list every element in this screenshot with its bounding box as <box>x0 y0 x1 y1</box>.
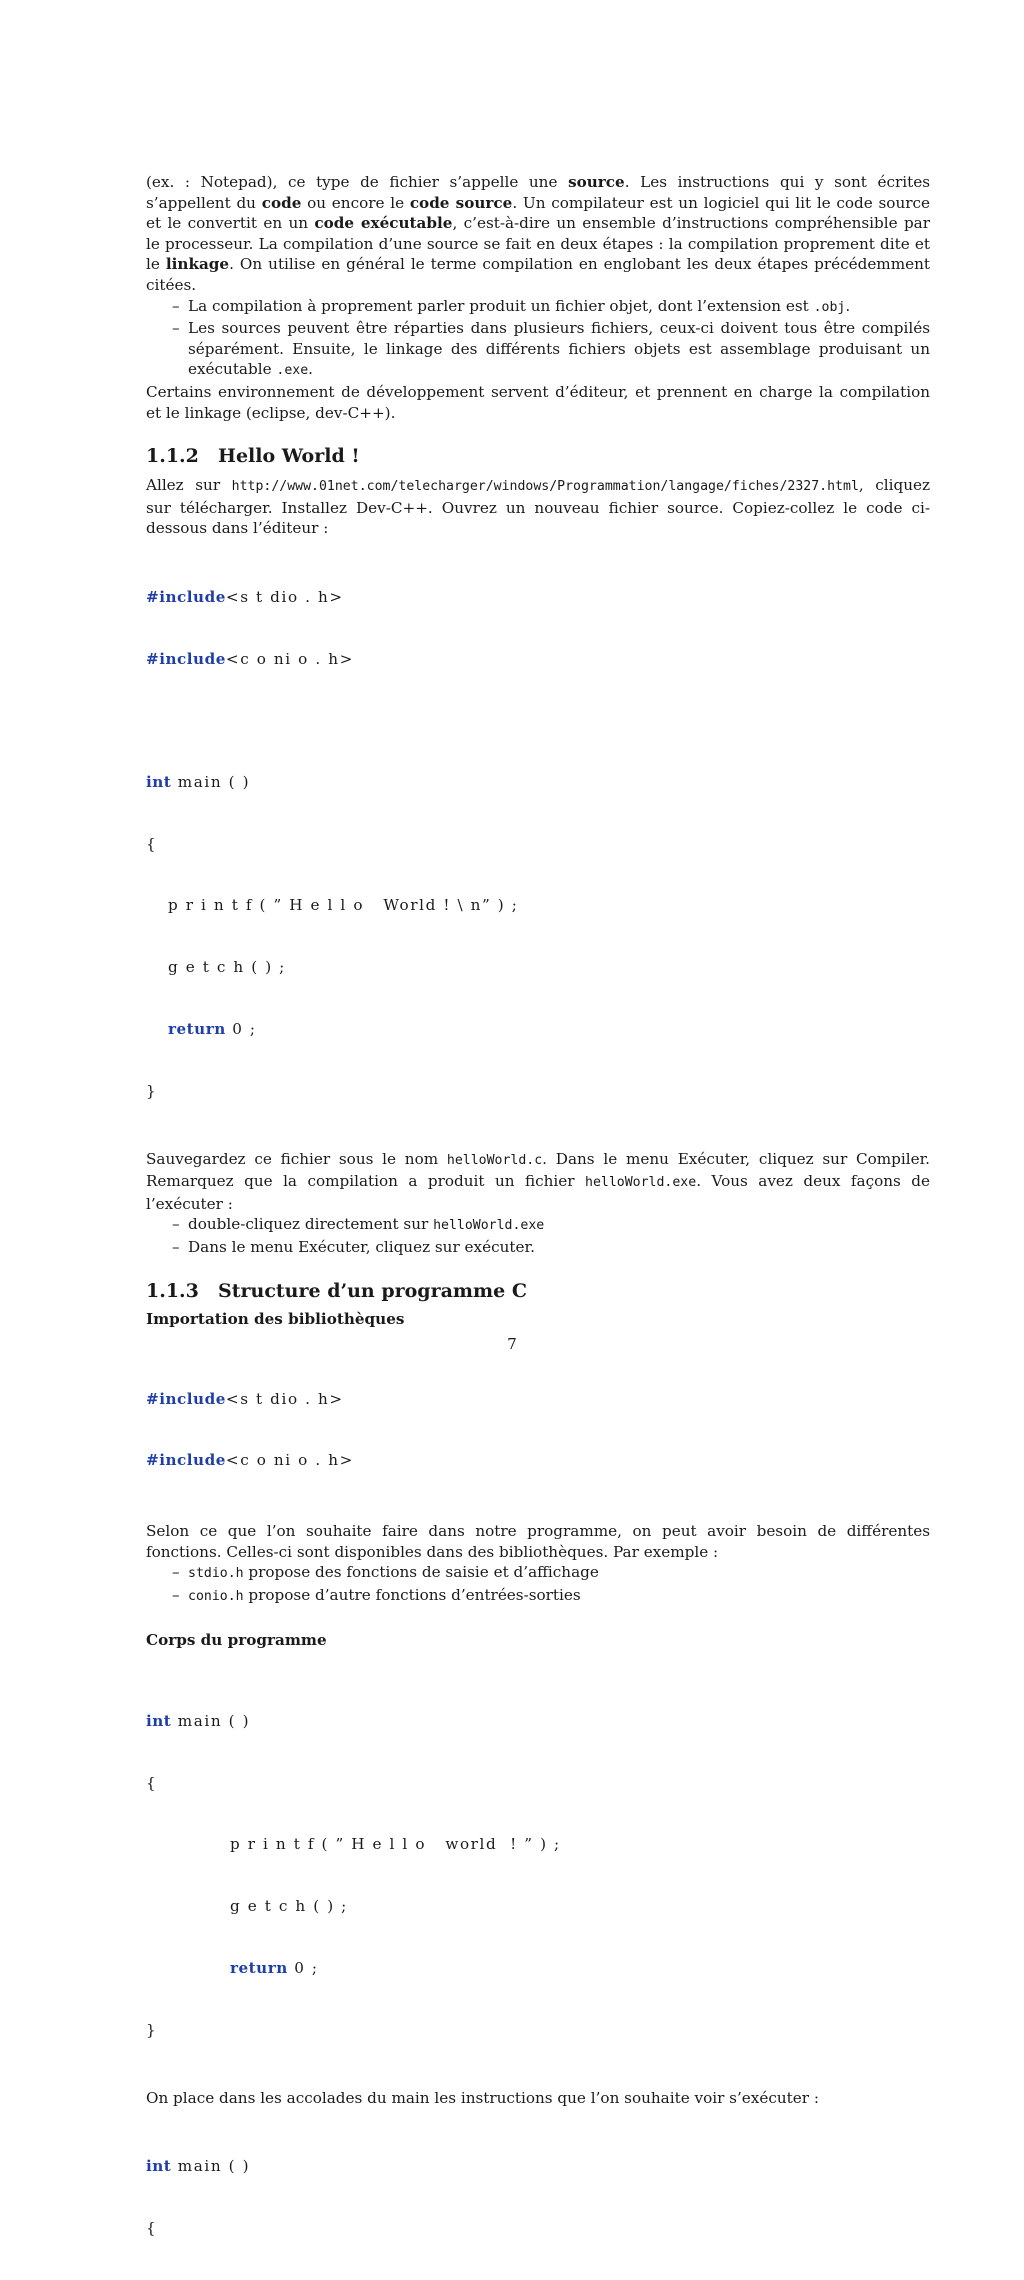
list-item: – Les sources peuvent être réparties dans plusieurs fichiers, ceux-ci doivent tous être compilés séparément. Ensuite, le linkage des différents fichiers objets est assemblage produisant un exécutable .exe. <box>172 319 930 379</box>
paragraph-heading-body: Corps du programme <box>146 1630 327 1649</box>
code-block-main: int main ( ) { p r i n t f ( ” H e l l o World ! \ n” ) ; g e t c h ( ) ; return 0 ; } <box>146 772 519 1100</box>
list-item: – La compilation à proprement parler produit un fichier objet, dont l’extension est .obj. <box>172 296 851 315</box>
compilation-list <box>146 296 930 382</box>
list-item: – conio.h propose d’autre fonctions d’entrées-sorties <box>172 1586 581 1605</box>
list-item: – stdio.h propose des fonctions de saisie et d’affichage <box>172 1563 599 1582</box>
code-block-includes: #include<s t dio . h> #include<c o ni o . h> <box>146 1389 354 1470</box>
main-body-paragraph: On place dans les accolades du main les instructions que l’on souhaite voir s’exécuter : <box>146 2088 819 2107</box>
download-link[interactable]: http://www.01net.com/telecharger/windows/Programmation/langage/fiches/2327.html <box>231 479 859 495</box>
page-body <box>146 172 930 2280</box>
code-block-includes: #include<s t dio . h> #include<c o ni o . h> <box>146 588 354 668</box>
paragraph-heading-imports: Importation des bibliothèques <box>146 1309 405 1328</box>
list-item: – Dans le menu Exécuter, cliquez sur exécuter. <box>172 1237 535 1256</box>
code-block-main-tail: int main ( ) { <box>146 2157 251 2238</box>
execution-list <box>146 1214 930 1257</box>
code-block-main: int main ( ) { p r i n t f ( ” H e l l o world ! ” ) ; g e t c h ( ) ; return 0 ; } <box>146 1711 561 2039</box>
hello-intro-paragraph: Allez sur http://www.01net.com/telecharger/windows/Programmation/langage/fiches/2327.html, cliquez sur télécharger. Installez Dev-C++. Ouvrez un nouveau fichier source. Copiez-collez le code ci-dessous dans l’éditeur : <box>146 476 930 538</box>
section-heading-hello-world: 1.1.2 Hello World ! <box>146 445 360 468</box>
save-instructions-paragraph: Sauvegardez ce fichier sous le nom helloWorld.c. Dans le menu Exécuter, cliquez sur Compiler. Remarquez que la compilation a produit un fichier helloWorld.exe. Vous avez deux façons de l’exécuter : <box>146 1149 930 1213</box>
libraries-paragraph: Selon ce que l’on souhaite faire dans notre programme, on peut avoir besoin de différentes fonctions. Celles-ci sont disponibles dans des bibliothèques. Par exemple : <box>146 1522 930 1561</box>
libraries-list <box>146 1562 930 1607</box>
list-item: – double-cliquez directement sur helloWorld.exe <box>172 1215 545 1234</box>
environment-paragraph: Certains environnement de développement servent d’éditeur, et prennent en charge la compilation et le linkage (eclipse, dev-C++). <box>146 382 930 422</box>
section-heading-structure: 1.1.3 Structure d’un programme C <box>146 1279 527 1302</box>
intro-paragraph: (ex. : Notepad), ce type de fichier s’appelle une source. Les instructions qui y sont écrites s’appellent du code ou encore le code source. Un compilateur est un logiciel qui lit le code source et le convertit en un code exécutable, c’est-à-dire un ensemble d’instructions compréhensible par le processeur. La compilation d’une source se fait en deux étapes : la compilation proprement dite et le linkage. On utilise en général le terme compilation en englobant les deux étapes précédemment citées. <box>146 173 930 294</box>
page-number: 7 <box>507 1335 517 1353</box>
